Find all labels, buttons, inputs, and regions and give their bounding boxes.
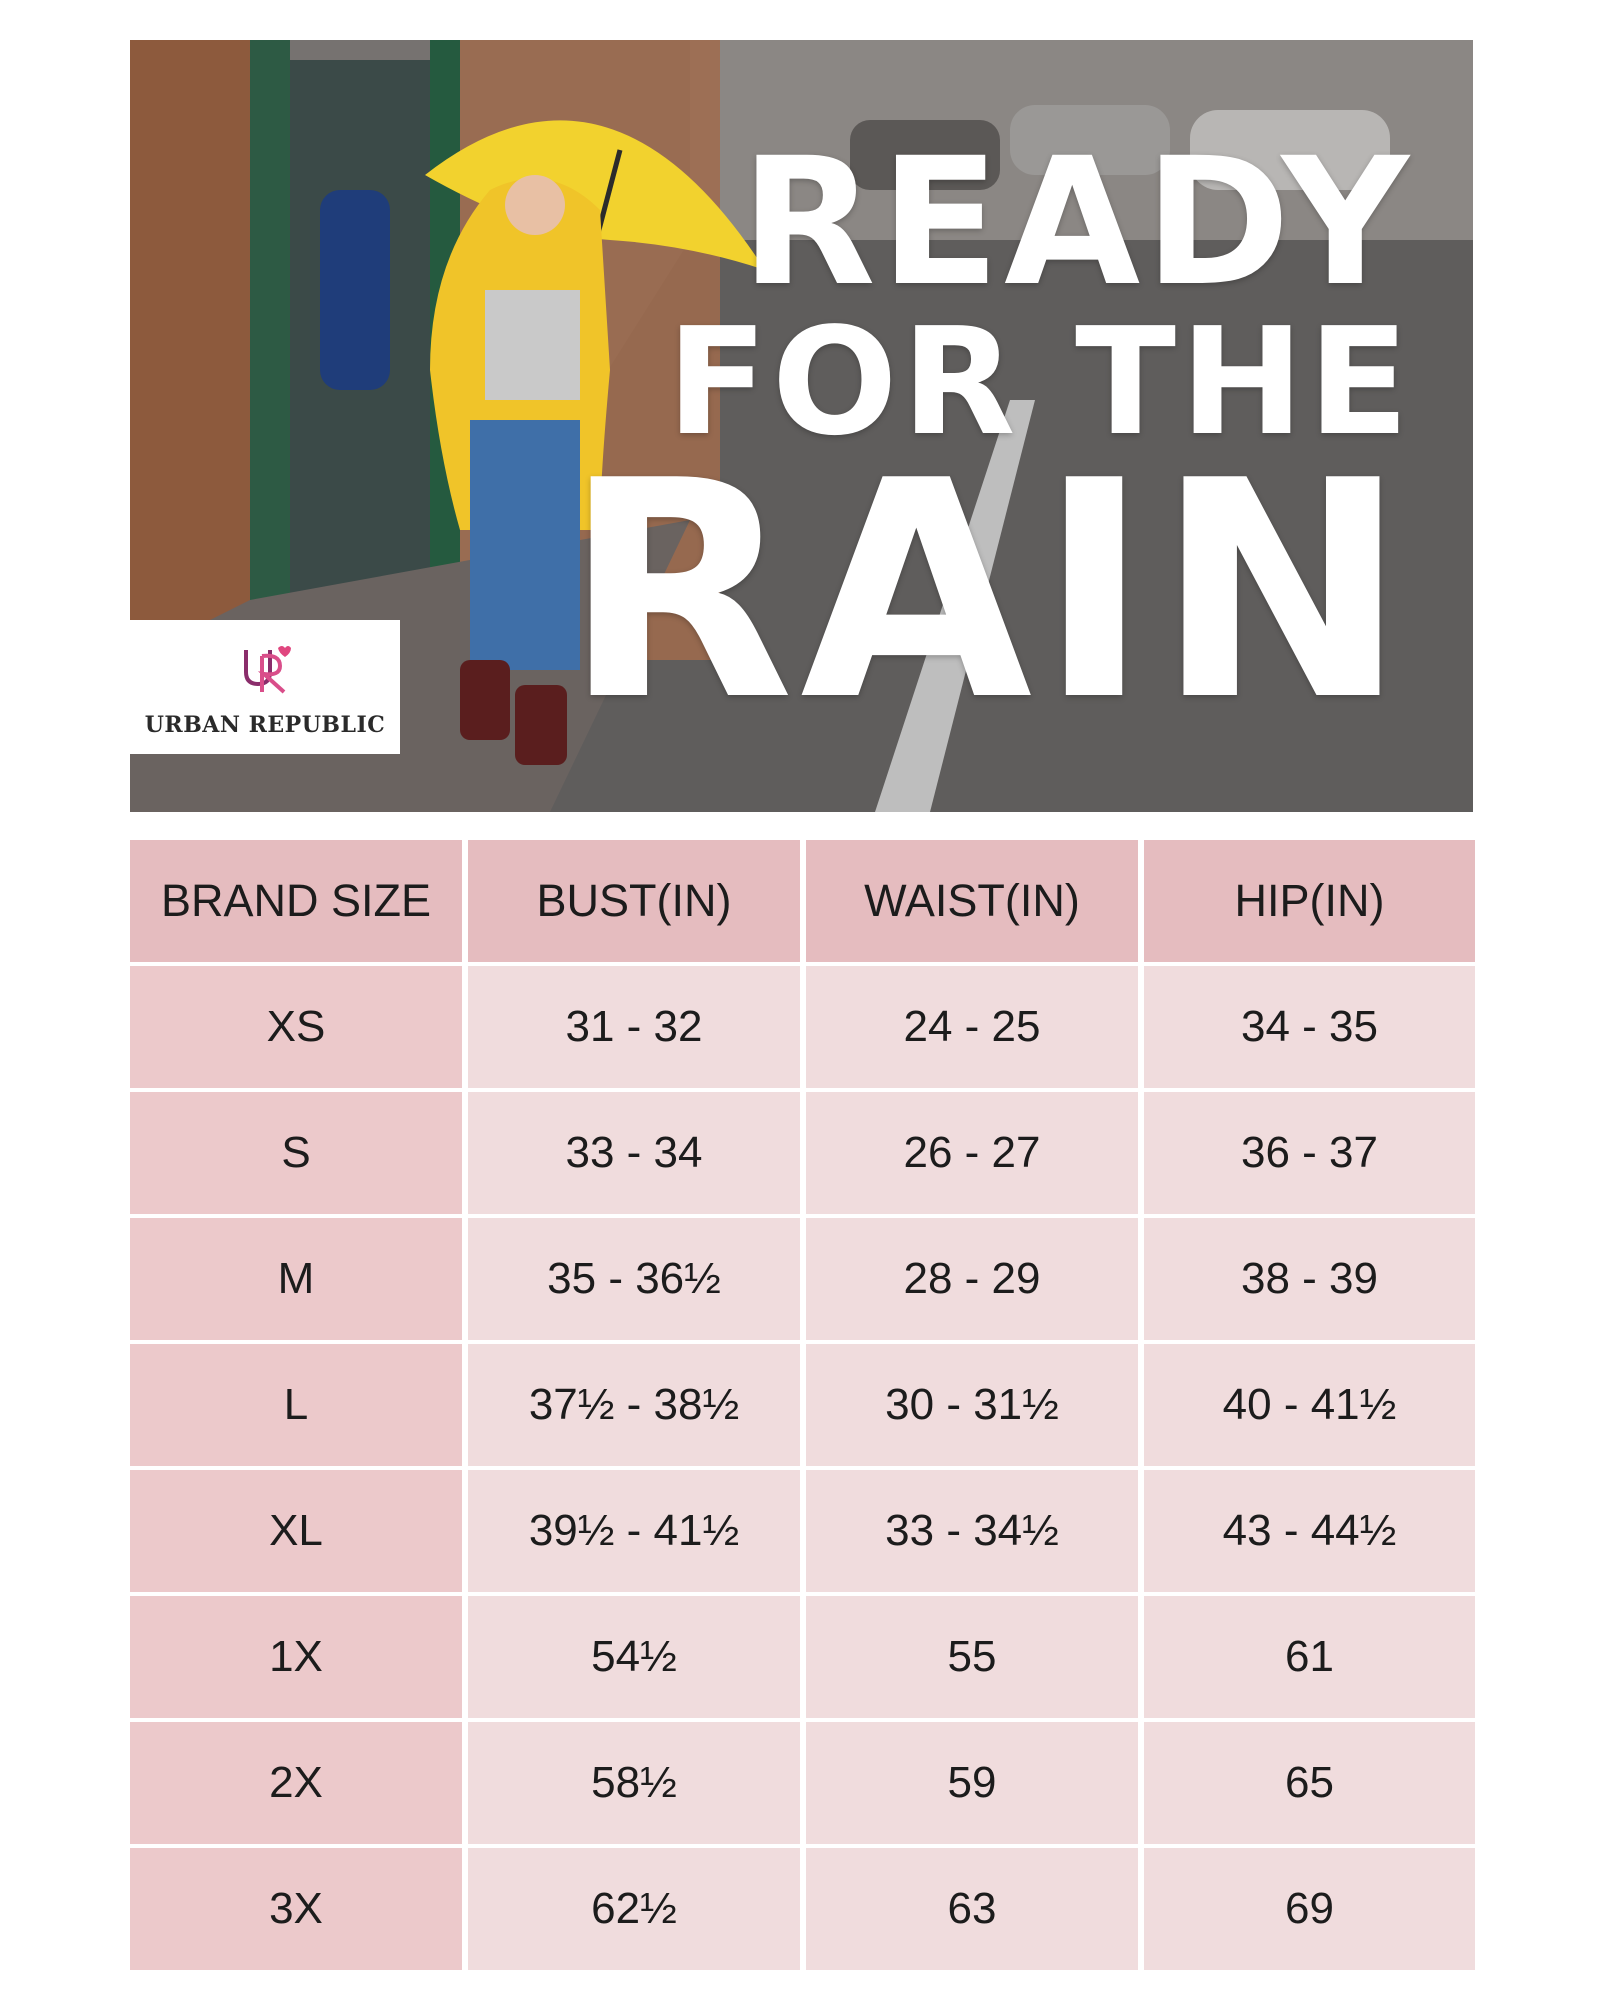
bust-cell: 33 - 34 xyxy=(468,1092,800,1214)
waist-cell: 30 - 31½ xyxy=(806,1344,1138,1466)
hip-cell: 40 - 41½ xyxy=(1144,1344,1475,1466)
size-cell: 2X xyxy=(130,1722,462,1844)
size-cell: M xyxy=(130,1218,462,1340)
hip-cell: 34 - 35 xyxy=(1144,966,1475,1088)
headline-ready: READY xyxy=(740,120,1413,325)
bust-cell: 37½ - 38½ xyxy=(468,1344,800,1466)
size-cell: XS xyxy=(130,966,462,1088)
waist-cell: 26 - 27 xyxy=(806,1092,1138,1214)
headline-rain: RAIN xyxy=(563,417,1413,766)
waist-cell: 24 - 25 xyxy=(806,966,1138,1088)
bust-cell: 39½ - 41½ xyxy=(468,1470,800,1592)
hero-banner xyxy=(130,40,1473,812)
bust-cell: 58½ xyxy=(468,1722,800,1844)
size-cell: S xyxy=(130,1092,462,1214)
hip-cell: 36 - 37 xyxy=(1144,1092,1475,1214)
ur-heart-logo-icon xyxy=(240,642,292,696)
size-cell: 3X xyxy=(130,1848,462,1970)
waist-cell: 55 xyxy=(806,1596,1138,1718)
waist-cell: 33 - 34½ xyxy=(806,1470,1138,1592)
header-hip: HIP(IN) xyxy=(1144,840,1475,962)
header-brand-size: BRAND SIZE xyxy=(130,840,462,962)
header-waist: WAIST(IN) xyxy=(806,840,1138,962)
size-chart-table xyxy=(130,840,1475,1970)
bust-cell: 54½ xyxy=(468,1596,800,1718)
brand-logo-text: URBAN REPUBLIC xyxy=(144,712,386,738)
waist-cell: 63 xyxy=(806,1848,1138,1970)
hip-cell: 38 - 39 xyxy=(1144,1218,1475,1340)
size-cell: L xyxy=(130,1344,462,1466)
headline-for-the: FOR THE xyxy=(666,296,1413,468)
waist-cell: 28 - 29 xyxy=(806,1218,1138,1340)
hip-cell: 43 - 44½ xyxy=(1144,1470,1475,1592)
hip-cell: 61 xyxy=(1144,1596,1475,1718)
hip-cell: 65 xyxy=(1144,1722,1475,1844)
bust-cell: 35 - 36½ xyxy=(468,1218,800,1340)
bust-cell: 62½ xyxy=(468,1848,800,1970)
waist-cell: 59 xyxy=(806,1722,1138,1844)
size-cell: 1X xyxy=(130,1596,462,1718)
header-bust: BUST(IN) xyxy=(468,840,800,962)
size-cell: XL xyxy=(130,1470,462,1592)
bust-cell: 31 - 32 xyxy=(468,966,800,1088)
hip-cell: 69 xyxy=(1144,1848,1475,1970)
brand-logo-card xyxy=(130,620,400,754)
